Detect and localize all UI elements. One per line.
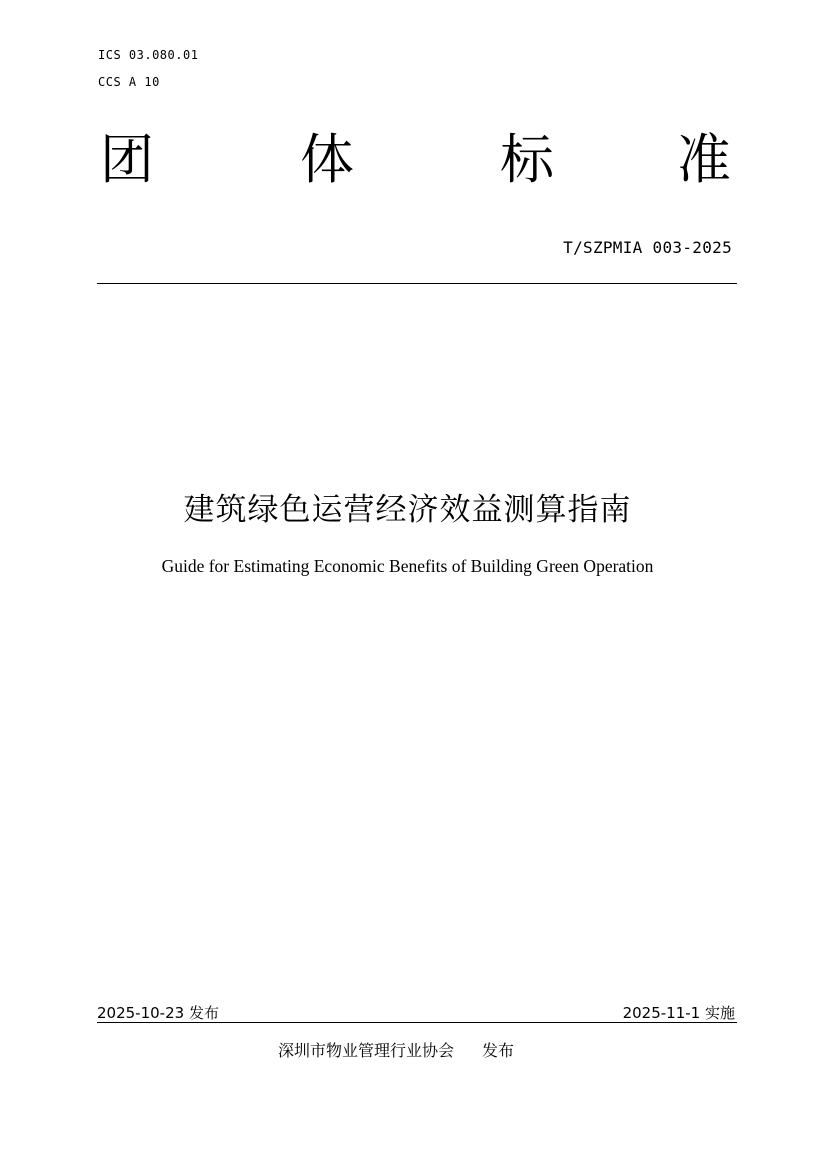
bottom-divider bbox=[97, 1022, 737, 1023]
publisher-line bbox=[278, 1040, 514, 1062]
document-title-english: Guide for Estimating Economic Benefits of Building Green Operation bbox=[161, 556, 654, 576]
standard-number: T/SZPMIA 003-2025 bbox=[563, 238, 732, 257]
standard-type-char: 准 bbox=[677, 128, 731, 191]
standard-type-heading bbox=[96, 128, 736, 192]
ics-code: ICS 03.080.01 bbox=[98, 48, 199, 62]
implementation-date: 2025-11-1 实施 bbox=[622, 1004, 735, 1022]
document-title-chinese: 建筑绿色运营经济效益测算指南 bbox=[183, 492, 632, 528]
publisher-name: 深圳市物业管理行业协会 bbox=[278, 1041, 455, 1060]
top-divider bbox=[97, 283, 737, 284]
standard-type-char: 体 bbox=[300, 128, 354, 191]
standard-type-char: 团 bbox=[100, 128, 154, 191]
standard-type-char: 标 bbox=[500, 128, 554, 191]
issue-date: 2025-10-23 发布 bbox=[97, 1004, 219, 1022]
ccs-code: CCS A 10 bbox=[98, 75, 160, 89]
publisher-action: 发布 bbox=[482, 1041, 515, 1060]
